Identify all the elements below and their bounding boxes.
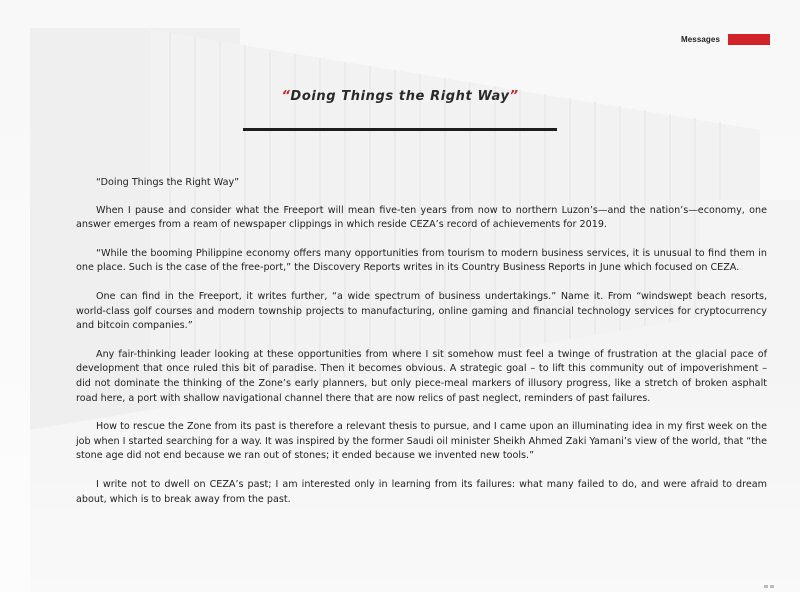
section-label: Messages <box>680 34 720 44</box>
paragraph: When I pause and consider what the Freeport will mean five-ten years from now to northern Luzon’s—and the nation’s—economy, one answer emerges from a ream of newspaper clippings in which reside CEZA’s record of achievements for 2019. <box>76 204 767 231</box>
paragraph: How to rescue the Zone from its past is therefore a relevant thesis to pursue, and I came upon an illuminating idea in my first week on the job when I started searching for a way. It was inspired by the former Saudi oil minister Sheikh Ahmed Zaki Yamani’s view of the world, that “the stone age did not end because we ran out of stones; it ended because we invented new tools.” <box>76 421 767 462</box>
paragraph: “While the booming Philippine economy offers many opportunities from tourism to modern business services, it is unusual to find them in one place. Such is the case of the free-port,” the Discovery Reports writes in its Country Business Reports in June which focused on CEZA. <box>76 247 767 274</box>
section-accent-bar <box>728 34 770 45</box>
paragraph: Any fair-thinking leader looking at these opportunities from where I sit somehow must feel a twinge of frustration at the glacial pace of development that once ruled this bit of paradise. Then it becomes obvious. A strategic goal – to lift this community out of impoverishment – did not dominate the thinking of the Zone’s early planners, but only piece-meal markers of illusory progress, like a stretch of broken asphalt road here, a port with shallow navigational channel there that are now relics of past neglect, reminders of past failures. <box>76 348 767 404</box>
title-divider-rule <box>243 128 557 131</box>
section-header-tag <box>681 33 770 45</box>
paragraph: I write not to dwell on CEZA’s past; I am interested only in learning from its failures: what many failed to do, and were afraid to dream about, which is to break away from the past. <box>76 478 767 505</box>
paragraph-heading: “Doing Things the Right Way” <box>96 177 240 188</box>
title-text: Doing Things the Right Way <box>290 89 510 104</box>
title-open-quote: “ <box>281 89 291 104</box>
page-corner-mark <box>764 585 778 588</box>
article-body <box>76 176 767 521</box>
title-close-quote: ” <box>509 89 519 104</box>
paragraph: One can find in the Freeport, it writes further, “a wide spectrum of business undertakings.” Name it. From “windswept beach resorts, world-class golf courses and modern township projects to manufacturing, online gaming and financial technology services for cryptocurrency and bitcoin companies.” <box>76 290 767 332</box>
article-title <box>0 89 800 104</box>
